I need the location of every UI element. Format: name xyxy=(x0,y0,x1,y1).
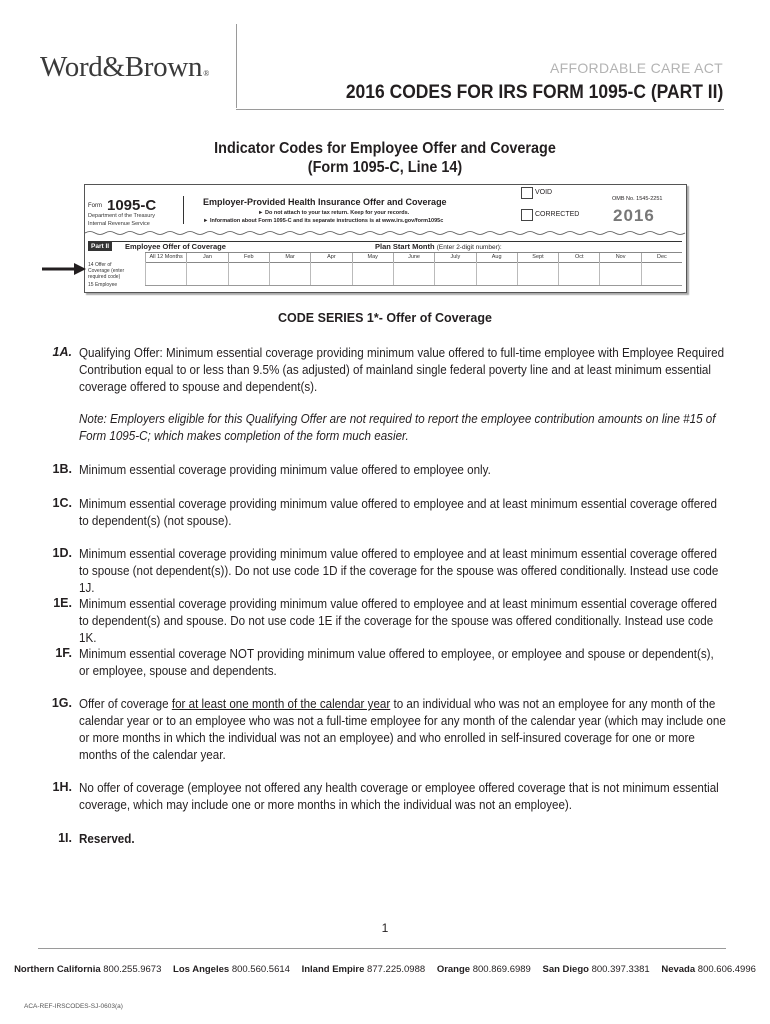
header-divider xyxy=(236,24,237,108)
code-1g: 1G. xyxy=(51,696,72,710)
line-14-grid xyxy=(145,262,682,286)
code-1a: 1A. xyxy=(52,345,72,359)
void-checkbox xyxy=(521,187,533,199)
line-15-label: 15 Employee xyxy=(88,282,118,288)
code-1a-description: Qualifying Offer: Minimum essential coverage providing minimum value offered to full-time employee with Employee Required Contribution equal to or less than 9.5% (as adjusted) of mainland single federal poverty line and at least minimum essential coverage offered to spouse and dependent(s). xyxy=(79,346,725,394)
code-1a-note: Note: Employers eligible for this Qualifying Offer are not required to report the employee contribution amounts on line #15 of Form 1095-C; which makes completion of the form much easier. xyxy=(79,412,716,443)
month-header-row: All 12 Months Jan Feb Mar Apr May June July Aug Sept Oct Nov Dec xyxy=(145,252,682,263)
code-1c: 1C. xyxy=(52,496,72,510)
header-rule xyxy=(236,109,724,110)
code-1f: 1F. xyxy=(55,646,72,660)
code-1i-description: Reserved. xyxy=(79,832,135,846)
form-title: Employer-Provided Health Insurance Offer and Coverage xyxy=(203,197,447,207)
footer-rule xyxy=(38,948,726,949)
form-agency: Department of the Treasury Internal Revenue Service xyxy=(88,213,155,227)
code-1b: 1B. xyxy=(52,462,72,476)
code-1e-description: Minimum essential coverage providing minimum value offered to employee and at least minimum essential coverage offered to dependent(s) and spouse. Do not use code 1E if the coverage for the spouse was offered conditionally. Instead use code 1K. xyxy=(79,597,717,645)
tear-line xyxy=(85,230,686,236)
code-1c-description: Minimum essential coverage providing minimum value offered to employee and at least minimum essential coverage offered to dependent(s) (not spouse). xyxy=(79,497,717,528)
document-reference: ACA-REF-IRSCODES-SJ-0603(a) xyxy=(24,1003,123,1010)
company-logo: Word&Brown® xyxy=(40,51,209,83)
code-1b-description: Minimum essential coverage providing minimum value offered to employee only. xyxy=(79,463,491,477)
code-1d-description: Minimum essential coverage providing minimum value offered to employee and at least minimum essential coverage offered to spouse (not dependent(s)). Do not use code 1D if the coverage for the spouse was offered conditionally. Instead use code 1J. xyxy=(79,547,719,595)
code-series-title: CODE SERIES 1*- Offer of Coverage xyxy=(278,311,492,325)
code-1f-description: Minimum essential coverage NOT providing minimum value offered to employee, or employee and spouse or dependent(s), or employee, spouse and dependents. xyxy=(79,647,714,678)
page-number: 1 xyxy=(381,921,389,935)
code-1g-description: Offer of coverage for at least one month of the calendar year to an individual who was not an employee for any month of the calendar year or to an employee who was not a full-time employee for any month of the calendar year (which may include one or more months in which the individual was not an employee) and who enrolled in self-insured coverage for one or more months of the calendar year. xyxy=(79,697,726,762)
code-1d: 1D. xyxy=(52,546,72,560)
code-1h-description: No offer of coverage (employee not offered any health coverage or employee offered coverage that is not minimum essential coverage, which may include one or more months in which the individual was not an employee). xyxy=(79,781,719,812)
code-1h: 1H. xyxy=(52,780,72,794)
form-year: 2016 xyxy=(613,206,655,225)
form-number: 1095-C xyxy=(107,197,157,214)
line-14-label: 14 Offer of Coverage (enter required code) xyxy=(88,262,125,280)
corrected-checkbox xyxy=(521,209,533,221)
office-contacts: Northern California 800.255.9673 Los Angeles 800.560.5614 Inland Empire 877.225.0988 Orange 800.869.6989 San Diego 800.397.3381 Nevada 800.606.4996 xyxy=(14,964,756,975)
code-1e: 1E. xyxy=(53,596,72,610)
part-label: Part II xyxy=(88,242,112,251)
code-1i: 1I. xyxy=(58,831,72,845)
section-title: Indicator Codes for Employee Offer and Coverage (Form 1095-C, Line 14) xyxy=(214,140,556,176)
page-title: 2016 CODES FOR IRS FORM 1095-C (PART II) xyxy=(345,82,723,103)
arrow-right-icon xyxy=(42,262,86,276)
form-1095c-illustration: Form 1095-C Department of the Treasury Internal Revenue Service Employer-Provided Health Insurance Offer and Coverage ► Do not attach to your tax return. Keep for your records. ► Information about Form 1095-C and its separate instructions is at www.irs.gov/form1095c VOID CORRECTED OMB No. 1545-2251 2016 Part II Employee Offer of Coverage Plan Start Month (Enter 2-digit number): All 12 Months Jan Feb Mar Apr May June July Aug Sept Oct Nov Dec 14 Offer of Coverage (enter required code) 15 Employee xyxy=(84,184,687,293)
document-category: AFFORDABLE CARE ACT xyxy=(550,60,723,76)
